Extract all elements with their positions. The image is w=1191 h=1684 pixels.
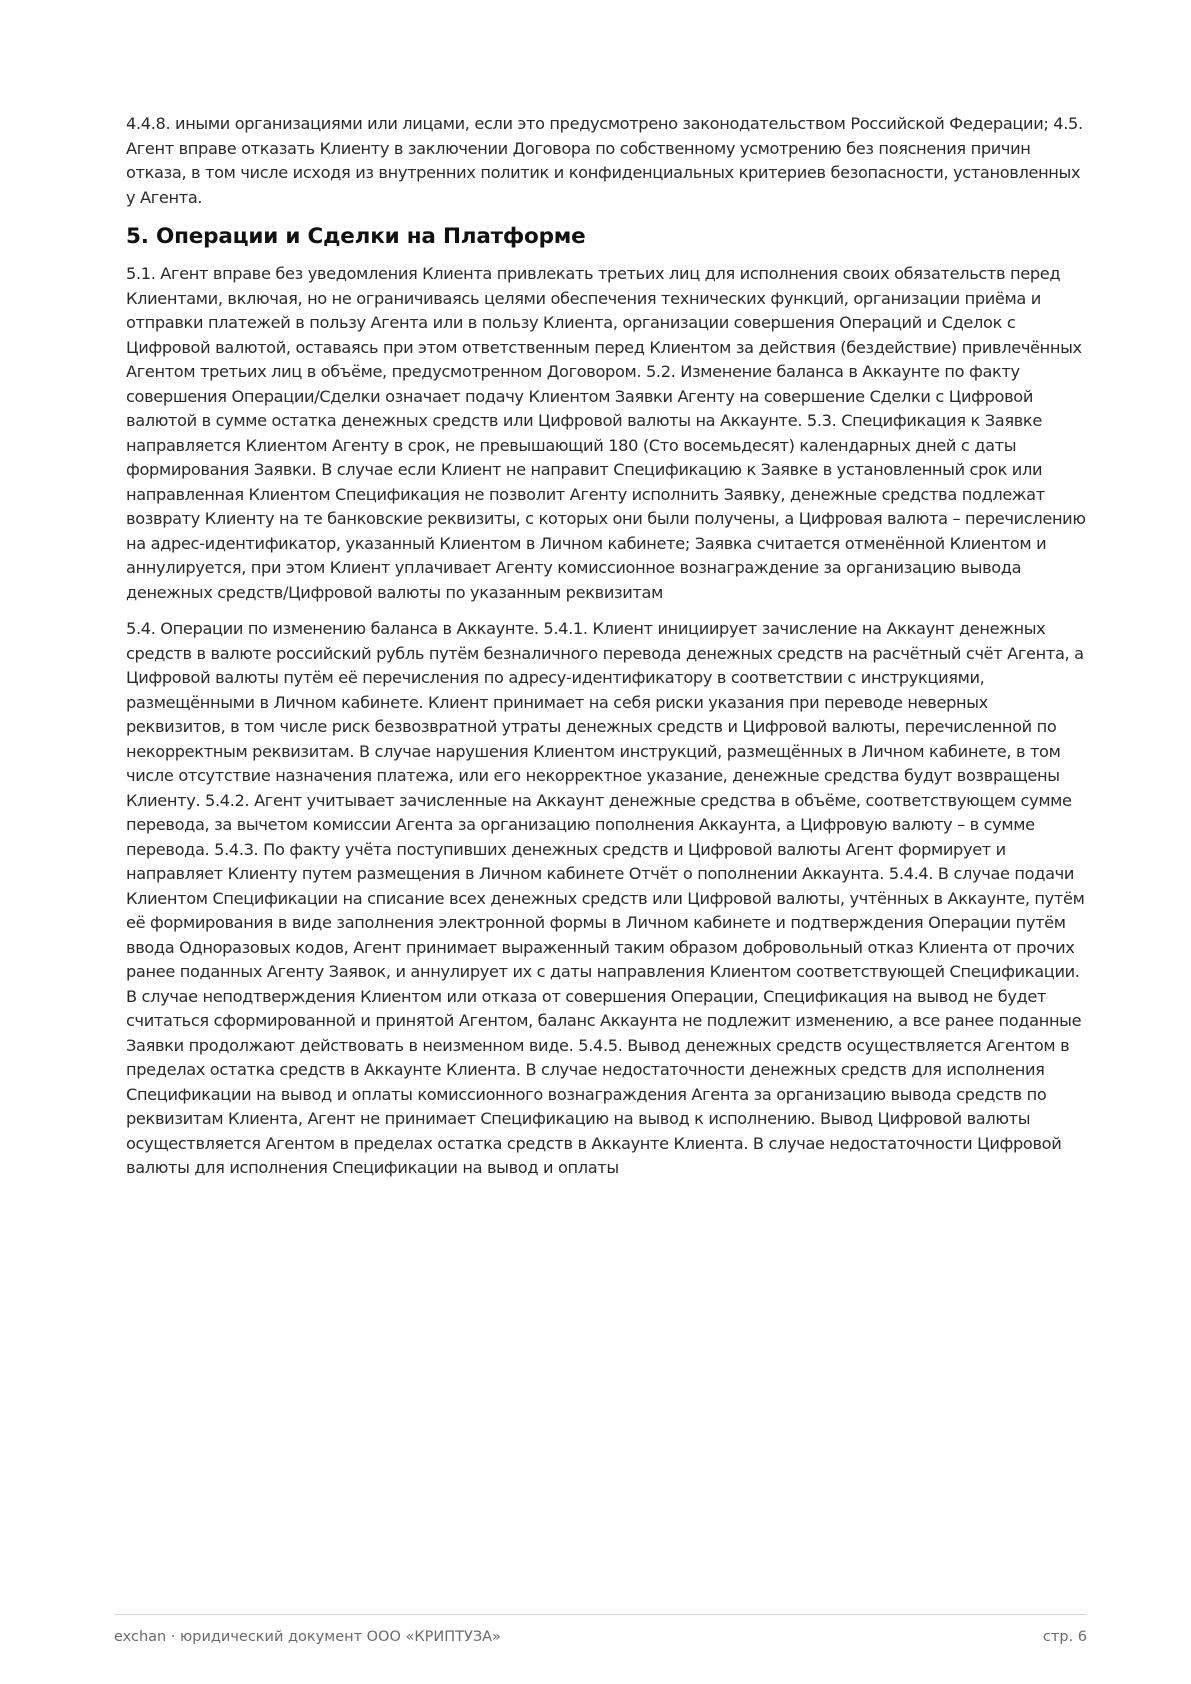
footer-divider (114, 1614, 1087, 1615)
footer-document-label: exchan · юридический документ ООО «КРИПТУЗА» (114, 1629, 501, 1645)
page-number: стр. 6 (1042, 1629, 1087, 1645)
paragraph-4-4-8: 4.4.8. иными организациями или лицами, если это предусмотрено законодательством Российской Федерации; 4.5. Агент вправе отказать Клиенту в заключении Договора по собственному усмотрению без пояснения причин отказа, в том числе исходя из внутренних политик и конфиденциальных критериев безопасности, установленных у Агента. (126, 114, 1083, 207)
paragraph-5-4: 5.4. Операции по изменению баланса в Аккаунте. 5.4.1. Клиент инициирует зачисление на Аккаунт денежных средств в валюте российский рубль путём безналичного перевода денежных средств на расчётный счёт Агента, а Цифровой валюты путём её перечисления по адресу-идентификатору в соответствии с инструкциями, размещёнными в Личном кабинете. Клиент принимает на себя риски указания при переводе неверных реквизитов, в том числе риск безвозвратной утраты денежных средств и Цифровой валюты, перечисленной по некорректным реквизитам. В случае нарушения Клиентом инструкций, размещённых в Личном кабинете, в том числе отсутствие назначения платежа, или его некорректное указание, денежные средства будут возвращены Клиенту. 5.4.2. Агент учитывает зачисленные на Аккаунт денежные средства в объёме, соответствующем сумме перевода, за вычетом комиссии Агента за организацию пополнения Аккаунта, а Цифровую валюту – в сумме перевода. 5.4.3. По факту учёта поступивших денежных средств и Цифровой валюты Агент формирует и направляет Клиенту путем размещения в Личном кабинете Отчёт о пополнении Аккаунта. 5.4.4. В случае подачи Клиентом Спецификации на списание всех денежных средств или Цифровой валюты, учтённых в Аккаунте, путём её формирования в виде заполнения электронной формы в Личном кабинете и подтверждения Операции путём ввода Одноразовых кодов, Агент принимает выраженный таким образом добровольный отказ Клиента от прочих ранее поданных Агенту Заявок, и аннулирует их с даты направления Клиентом соответствующей Спецификации. В случае неподтверждения Клиентом или отказа от совершения Операции, Спецификация на вывод не будет считаться сформированной и принятой Агентом, баланс Аккаунта не подлежит изменению, а все ранее поданные Заявки продолжают действовать в неизменном виде. 5.4.5. Вывод денежных средств осуществляется Агентом в пределах остатка средств в Аккаунте Клиента. В случае недостаточности денежных средств для исполнения Спецификации на вывод и оплаты комиссионного вознаграждения Агента за организацию вывода средств по реквизитам Клиента, Агент не принимает Спецификацию на вывод к исполнению. Вывод Цифровой валюты осуществляется Агентом в пределах остатка средств в Аккаунте Клиента. В случае недостаточности Цифровой валюты для исполнения Спецификации на вывод и оплаты (126, 619, 1085, 1177)
section-heading: 5. Операции и Сделки на Платформе (126, 224, 586, 249)
document-body (126, 112, 1086, 1181)
paragraph-5-1: 5.1. Агент вправе без уведомления Клиента привлекать третьих лиц для исполнения своих обязательств перед Клиентами, включая, но не ограничиваясь целями обеспечения технических функций, организации приёма и отправки платежей в пользу Агента или в пользу Клиента, организации совершения Операций и Сделок с Цифровой валютой, оставаясь при этом ответственным перед Клиентом за действия (бездействие) привлечённых Агентом третьих лиц в объёме, предусмотренном Договором. 5.2. Изменение баланса в Аккаунте по факту совершения Операции/Сделки означает подачу Клиентом Заявки Агенту на совершение Сделки с Цифровой валютой в сумме остатка денежных средств или Цифровой валюты на Аккаунте. 5.3. Спецификация к Заявке направляется Клиентом Агенту в срок, не превышающий 180 (Сто восемьдесят) календарных дней с даты формирования Заявки. В случае если Клиент не направит Спецификацию к Заявке в установленный срок или направленная Клиентом Спецификация не позволит Агенту исполнить Заявку, денежные средства подлежат возврату Клиенту на те банковские реквизиты, с которых они были получены, а Цифровая валюта – перечислению на адрес-идентификатор, указанный Клиентом в Личном кабинете; Заявка считается отменённой Клиентом и аннулируется, при этом Клиент уплачивает Агенту комиссионное вознаграждение за организацию вывода денежных средств/Цифровой валюты по указанным реквизитам (126, 264, 1086, 602)
